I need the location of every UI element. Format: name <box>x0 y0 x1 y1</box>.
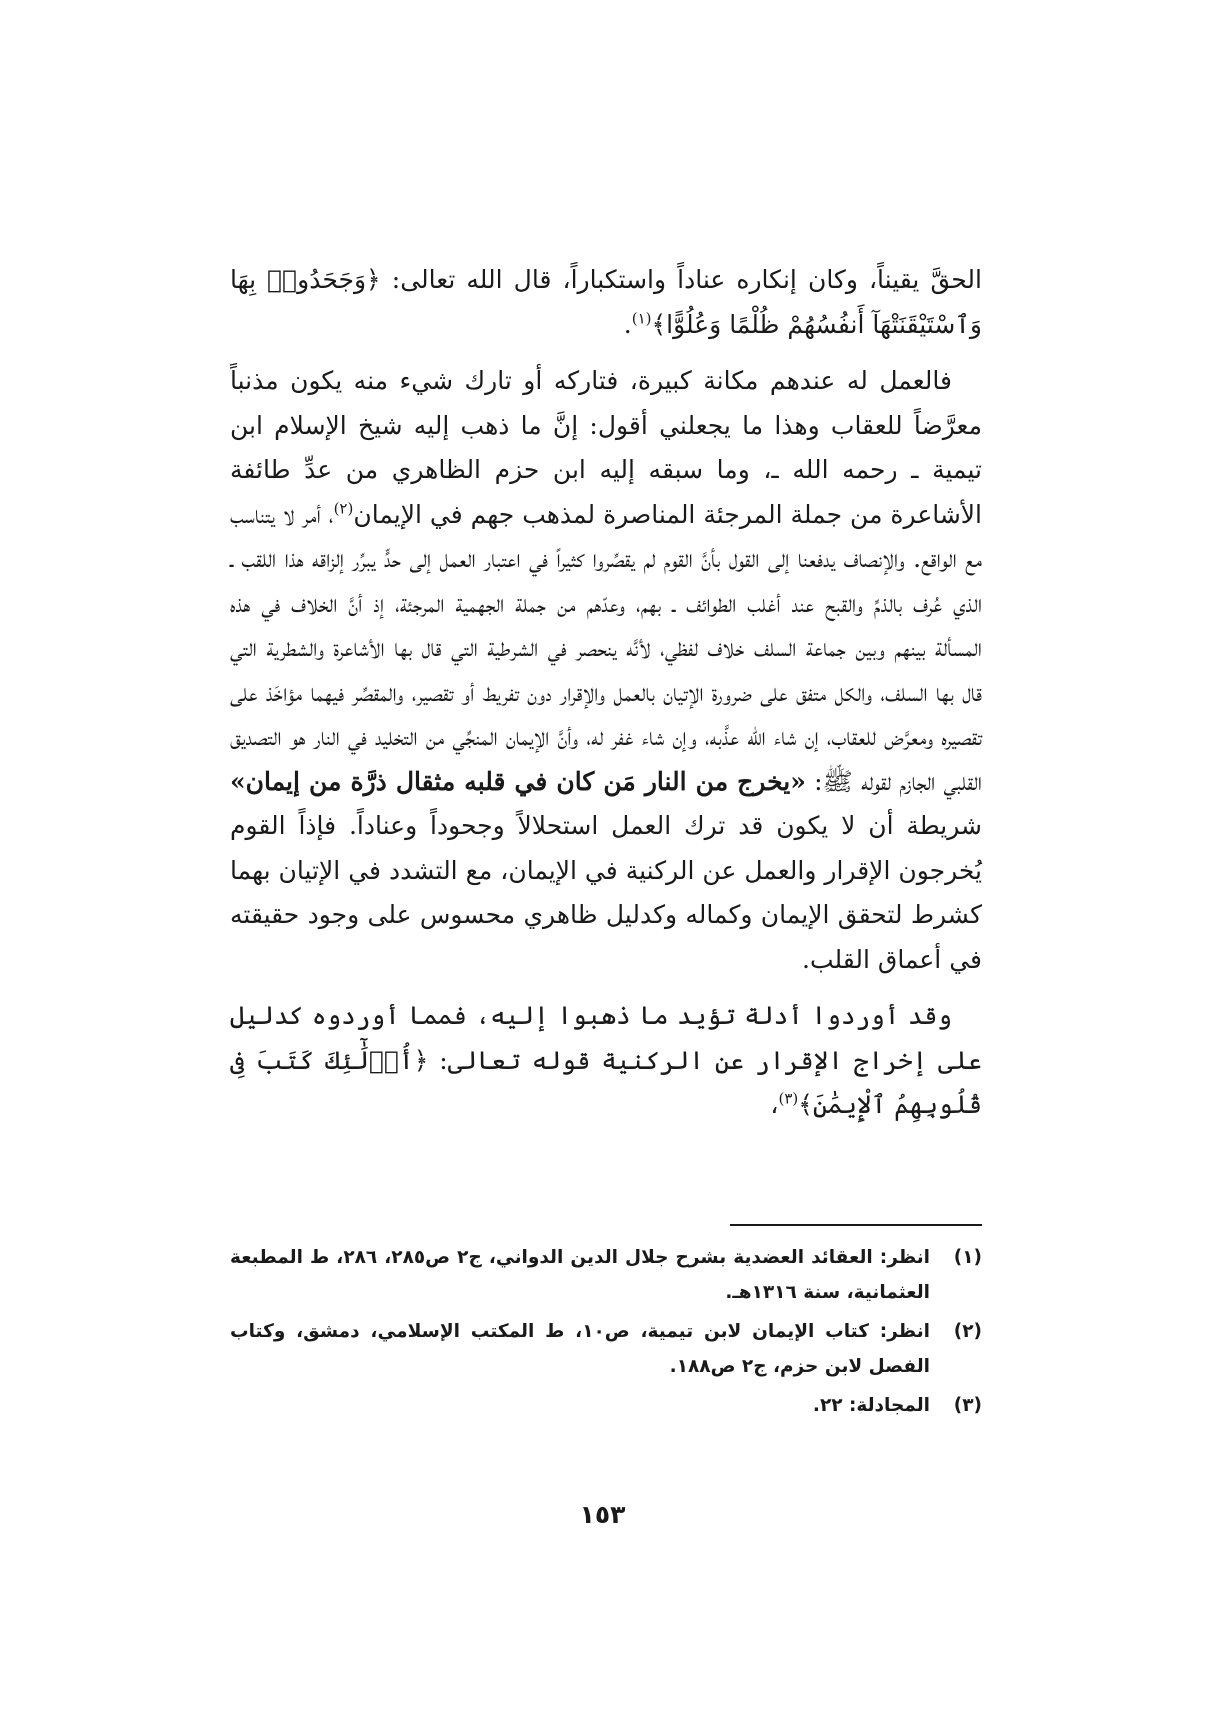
text-run: . <box>623 309 632 339</box>
text-run: وقد أوردوا أدلة تؤيد ما ذهبوا إليه، فمما أوردوه كدليل على إخراج الإقرار عن الركنية قوله تعالى: ﴿أُو۟لَٰٓئِكَ كَتَبَ فِى قُلُوبِهِمُ ٱلْإِيمَٰنَ﴾ <box>230 1001 982 1119</box>
footnote-divider <box>730 1224 982 1226</box>
footnote-text: المجادلة: ٢٢. <box>812 1395 930 1416</box>
main-text <box>230 258 982 1128</box>
footnote-number: (٢) <box>953 1321 982 1342</box>
footnotes <box>230 1240 982 1427</box>
footnote-1 <box>230 1240 982 1310</box>
footnote-2 <box>230 1314 982 1384</box>
footnote-ref-2[interactable]: (٢) <box>333 499 354 518</box>
paragraph-3 <box>230 994 982 1128</box>
footnote-ref-1[interactable]: (١) <box>631 309 652 328</box>
footnote-ref-3[interactable]: (٣) <box>778 1089 799 1108</box>
text-run: الحقَّ يقيناً، وكان إنكاره عناداً واستكباراً، قال الله تعالى: ﴿وَجَحَدُوا۟ بِهَا وَٱسْتَيْقَنَتْهَآ أَنفُسُهُمْ ظُلْمًا وَعُلُوًّا﴾ <box>230 265 982 339</box>
text-run: فالعمل له عندهم مكانة كبيرة، فتاركه أو تارك شيء منه يكون مذنباً معرَّضاً للعقاب وهذا ما يجعلني أقول: إنَّ ما ذهب إليه شيخ الإسلام ابن تيمية ـ رحمه الله ـ، وما سبقه إليه ابن حزم الظاهري من عدِّ طائفة الأشاعرة من جملة المرجئة المناصرة لمذهب جهم في الإيمان <box>230 366 983 529</box>
hadith-quote: «يخرج من النار مَن كان في قلبه مثقال ذرَّة من إيمان» <box>230 766 806 796</box>
text-run: شريطة أن لا يكون قد ترك العمل استحلالاً وجحوداً وعناداً. فإذاً القوم يُخرجون الإقرار والعمل عن الركنية في الإيمان، مع التشدد في الإتيان بهما كشرط لتحقق الإيمان وكماله وكدليل ظاهري محسوس على وجود حقيقته في أعماق القلب. <box>230 811 982 974</box>
paragraph-1 <box>230 258 982 347</box>
footnote-text: انظر: كتاب الإيمان لابن تيمية، ص١٠، ط المكتب الإسلامي، دمشق، وكتاب الفصل لابن حزم، ج٢ ص١٨٨. <box>230 1321 930 1377</box>
footnote-number: (١) <box>953 1247 982 1268</box>
page-number: ١٥٣ <box>579 1500 626 1529</box>
text-run: ، <box>770 1090 779 1119</box>
footnote-3 <box>230 1388 982 1423</box>
paragraph-2 <box>230 359 982 982</box>
text-run: ، أمر لا يتناسب مع الواقع. والإنصاف يدفعنا إلى القول بأنَّ القوم لم يقصِّروا كثيراً في اعتبار العمل إلى حدٍّ يبرِّر إلزاقه هذا اللقب ـ الذي عُرف بالذمِّ والقبح عند أغلب الطوائف ـ بهم، وعدّهم من جملة الجهمية المرجئة، إذ أنَّ الخلاف في هذه المسألة بينهم وبين جماعة السلف خلاف لفظي، لأنَّه ينحصر في الشرطية التي قال بها الأشاعرة والشطرية التي قال بها السلف، والكل متفق على ضرورة الإتيان بالعمل والإقرار دون تفريط أو تقصير، والمقصِّر فيهما مؤاخَذ على تقصيره ومعرَّض للعقاب، إن شاء الله عذَّبه، وإن شاء غفر له، وأنَّ الإيمان المنجِّي من التخليد في النار هو التصديق القلبي الجازم لقوله ﷺ: <box>230 499 982 796</box>
footnote-number: (٣) <box>953 1395 982 1416</box>
footnote-text: انظر: العقائد العضدية بشرح جلال الدين الدواني، ج٢ ص٢٨٥، ٢٨٦، ط المطبعة العثمانية، سنة ١٣١٦هـ. <box>230 1247 931 1303</box>
